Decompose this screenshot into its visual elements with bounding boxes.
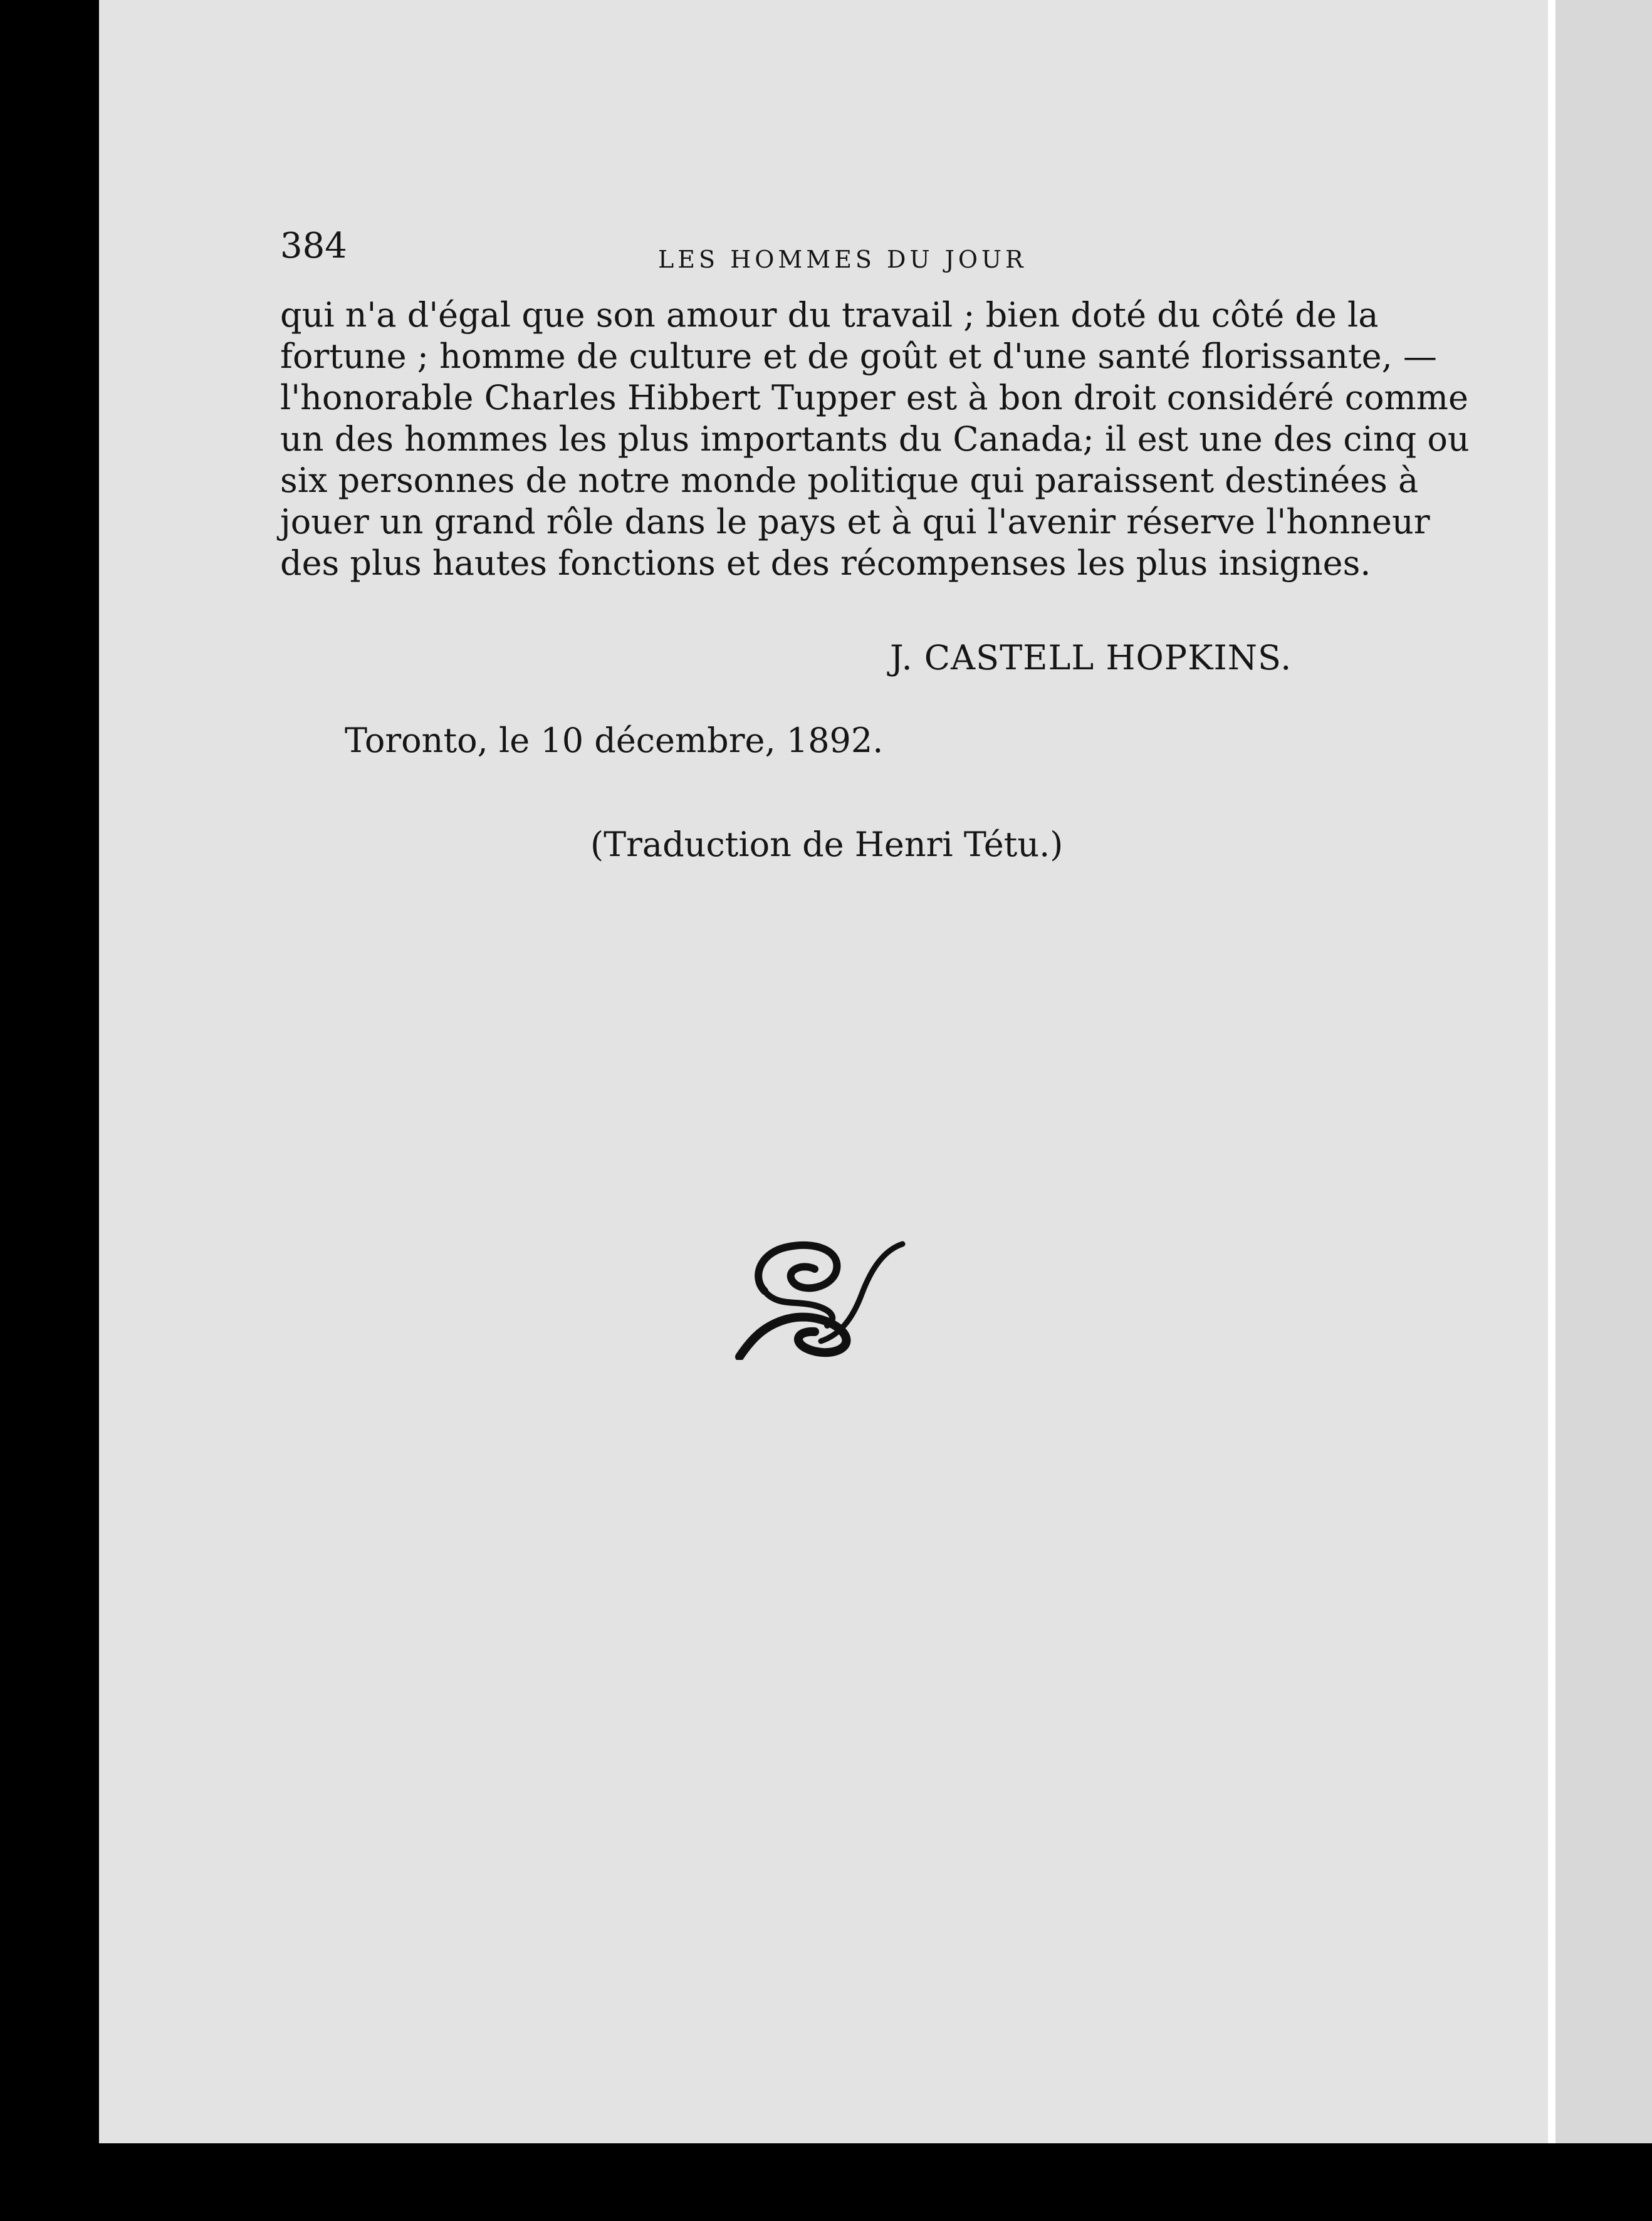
body-paragraph [280, 295, 1470, 584]
paragraph-line: six personnes de notre monde politique qui paraissent destinées à [280, 461, 1419, 500]
page-gutter [1548, 0, 1555, 2143]
author-signature: J. CASTELL HOPKINS. [890, 638, 1292, 677]
paragraph-line: fortune ; homme de culture et de goût et d'une santé florissante, — [280, 337, 1437, 376]
facing-page-edge [1555, 0, 1652, 2143]
translator-note: (Traduction de Henri Tétu.) [590, 825, 1064, 864]
running-head: LES HOMMES DU JOUR [658, 246, 1027, 273]
paragraph-line: des plus hautes fonctions et des récompenses les plus insignes. [280, 543, 1371, 583]
dateline: Toronto, le 10 décembre, 1892. [345, 721, 884, 760]
page-number: 384 [280, 226, 347, 266]
paragraph-line: un des hommes les plus importants du Canada; il est une des cinq ou [280, 419, 1470, 459]
serpentine-ornament-icon [727, 1231, 909, 1360]
paragraph-line: qui n'a d'égal que son amour du travail ; bien doté du côté de la [280, 295, 1379, 335]
paragraph-line: jouer un grand rôle dans le pays et à qui l'avenir réserve l'honneur [280, 502, 1430, 541]
paragraph-line: l'honorable Charles Hibbert Tupper est à bon droit considéré comme [280, 378, 1468, 417]
ornament-stroke-upper [758, 1245, 837, 1291]
